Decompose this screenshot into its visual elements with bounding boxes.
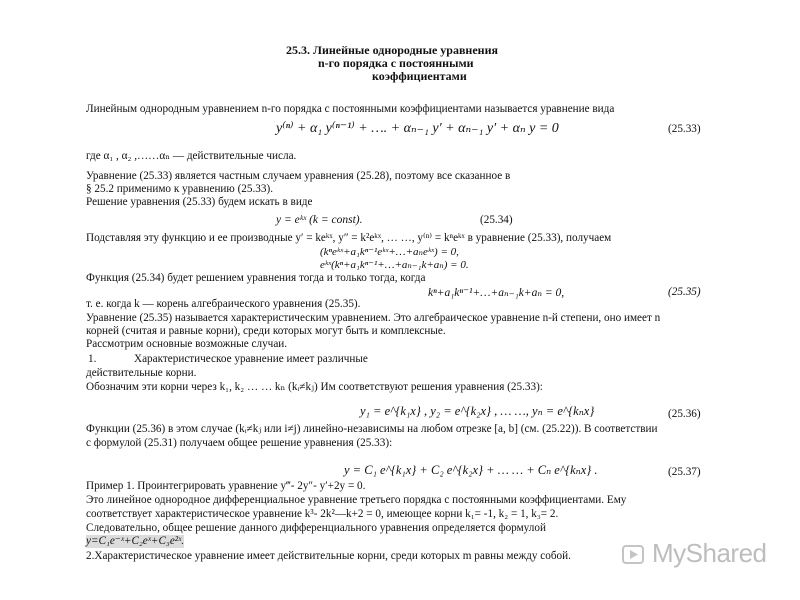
equation-number-25-35: (25.35) (668, 286, 701, 298)
equation-substituted-2: eᵏˣ(kⁿ+a₁kⁿ⁻¹+…+aₙ₋₁k+aₙ) = 0. (320, 259, 469, 271)
paragraph-independence-2: с формулой (25.31) получаем общее решение уравнения (25.33): (86, 437, 393, 449)
paragraph-cases-intro: Рассмотрим основные возможные случаи. (86, 338, 288, 350)
paragraph-special-case-1: Уравнение (25.33) является частным случаем уравнения (25.28), поэтому все сказанное в (86, 170, 511, 182)
paragraph-roots-notation: Обозначим эти корни через k₁, k₂ … … kₙ (kᵢ≠kⱼ) Им соответствуют решения уравнения (25.33): (86, 381, 543, 393)
watermark-text: MyShared (652, 538, 767, 568)
title-line-3: коэффициентами (372, 69, 467, 83)
case-2-heading: 2.Характеристическое уравнение имеет действительные корни, среди которых m равны между собой. (86, 550, 571, 562)
paragraph-substitution: Подставляя эту функцию и ее производные y′ = keᵏˣ, y″ = k²eᵏˣ, … …, y⁽ⁿ⁾ = kⁿeᵏˣ в уравнение (25.33), получаем (86, 232, 612, 244)
equation-25-33: y⁽ⁿ⁾ + α₁ y⁽ⁿ⁻¹⁾ + …. + αₙ₋₁ y′ + αₙ₋₁ y′ + αₙ y = 0 (276, 121, 559, 136)
example-answer: y=C₁e⁻ˣ+C₂eˣ+C₃e²ˣ. (86, 535, 185, 547)
equation-number-25-36: (25.36) (668, 408, 701, 420)
case-1-number: 1. (88, 353, 97, 365)
equation-number-25-34: (25.34) (480, 214, 513, 226)
paragraph-definition: Линейным однородным уравнением n-го порядка с постоянными коэффициентами называется уравнение вида (86, 103, 615, 115)
paragraph-special-case-2: § 25.2 применимо к уравнению (25.33). (86, 183, 273, 195)
paragraph-where: где α₁ , α₂ ,……αₙ — действительные числа. (86, 150, 297, 162)
paragraph-root: т. е. когда k — корень алгебраического уравнения (25.35). (86, 298, 361, 310)
paragraph-characteristic-1: Уравнение (25.35) называется характеристическим уравнением. Это алгебраическое уравнение n-й степени, оно имеет n (86, 312, 661, 324)
equation-number-25-33: (25.33) (668, 123, 701, 135)
section-title (286, 44, 546, 83)
example-1: Пример 1. Проинтегрировать уравнение y‴- 2y″- y′+2y = 0. (86, 480, 366, 492)
watermark (620, 540, 780, 570)
example-text-2: соответствует характеристическое уравнение k³- 2k²—k+2 = 0, имеющее корни k₁= -1, k₂ = 1, k₃= 2. (86, 508, 559, 520)
paragraph-characteristic-2: корней (считая и равные корни), среди которых могут быть и комплексные. (86, 325, 446, 337)
equation-number-25-37: (25.37) (668, 466, 701, 478)
example-text-1: Это линейное однородное дифференциальное уравнение третьего порядка с постоянными коэффициентами. Ему (86, 494, 627, 506)
paragraph-independence-1: Функции (25.36) в этом случае (kᵢ≠kⱼ или i≠j) линейно-независимы на любом отрезке [a, b] (см. (25.22)). В соответствии (86, 423, 658, 435)
paragraph-solution-form: Решение уравнения (25.33) будем искать в виде (86, 196, 313, 208)
equation-25-34: y = eᵏˣ (k = const). (276, 214, 363, 226)
equation-25-35: kⁿ+a₁kⁿ⁻¹+…+aₙ₋₁k+aₙ = 0, (428, 287, 565, 299)
case-1-heading-1: Характеристическое уравнение имеет различные (134, 353, 368, 365)
equation-25-37: y = C₁ e^{k₁x} + C₂ e^{k₂x} + … … + Cₙ e^{kₙx} . (344, 463, 598, 477)
title-line-2: n-го порядка с постоянными (318, 56, 474, 70)
equation-substituted-1: (kⁿeᵏˣ+a₁kⁿ⁻¹eᵏˣ+…+aₙeᵏˣ) = 0, (320, 246, 459, 258)
case-1-heading-2: действительные корни. (86, 367, 197, 379)
title-line-1: 25.3. Линейные однородные уравнения (286, 43, 498, 57)
example-text-3: Следовательно, общее решение данного дифференциального уравнения определяется формулой (86, 522, 546, 534)
equation-25-36: y₁ = e^{k₁x} , y₂ = e^{k₂x} , … …, yₙ = e^{kₙx} (360, 404, 595, 418)
myshared-logo-icon (622, 544, 646, 566)
paragraph-condition: Функция (25.34) будет решением уравнения тогда и только тогда, когда (86, 272, 426, 284)
